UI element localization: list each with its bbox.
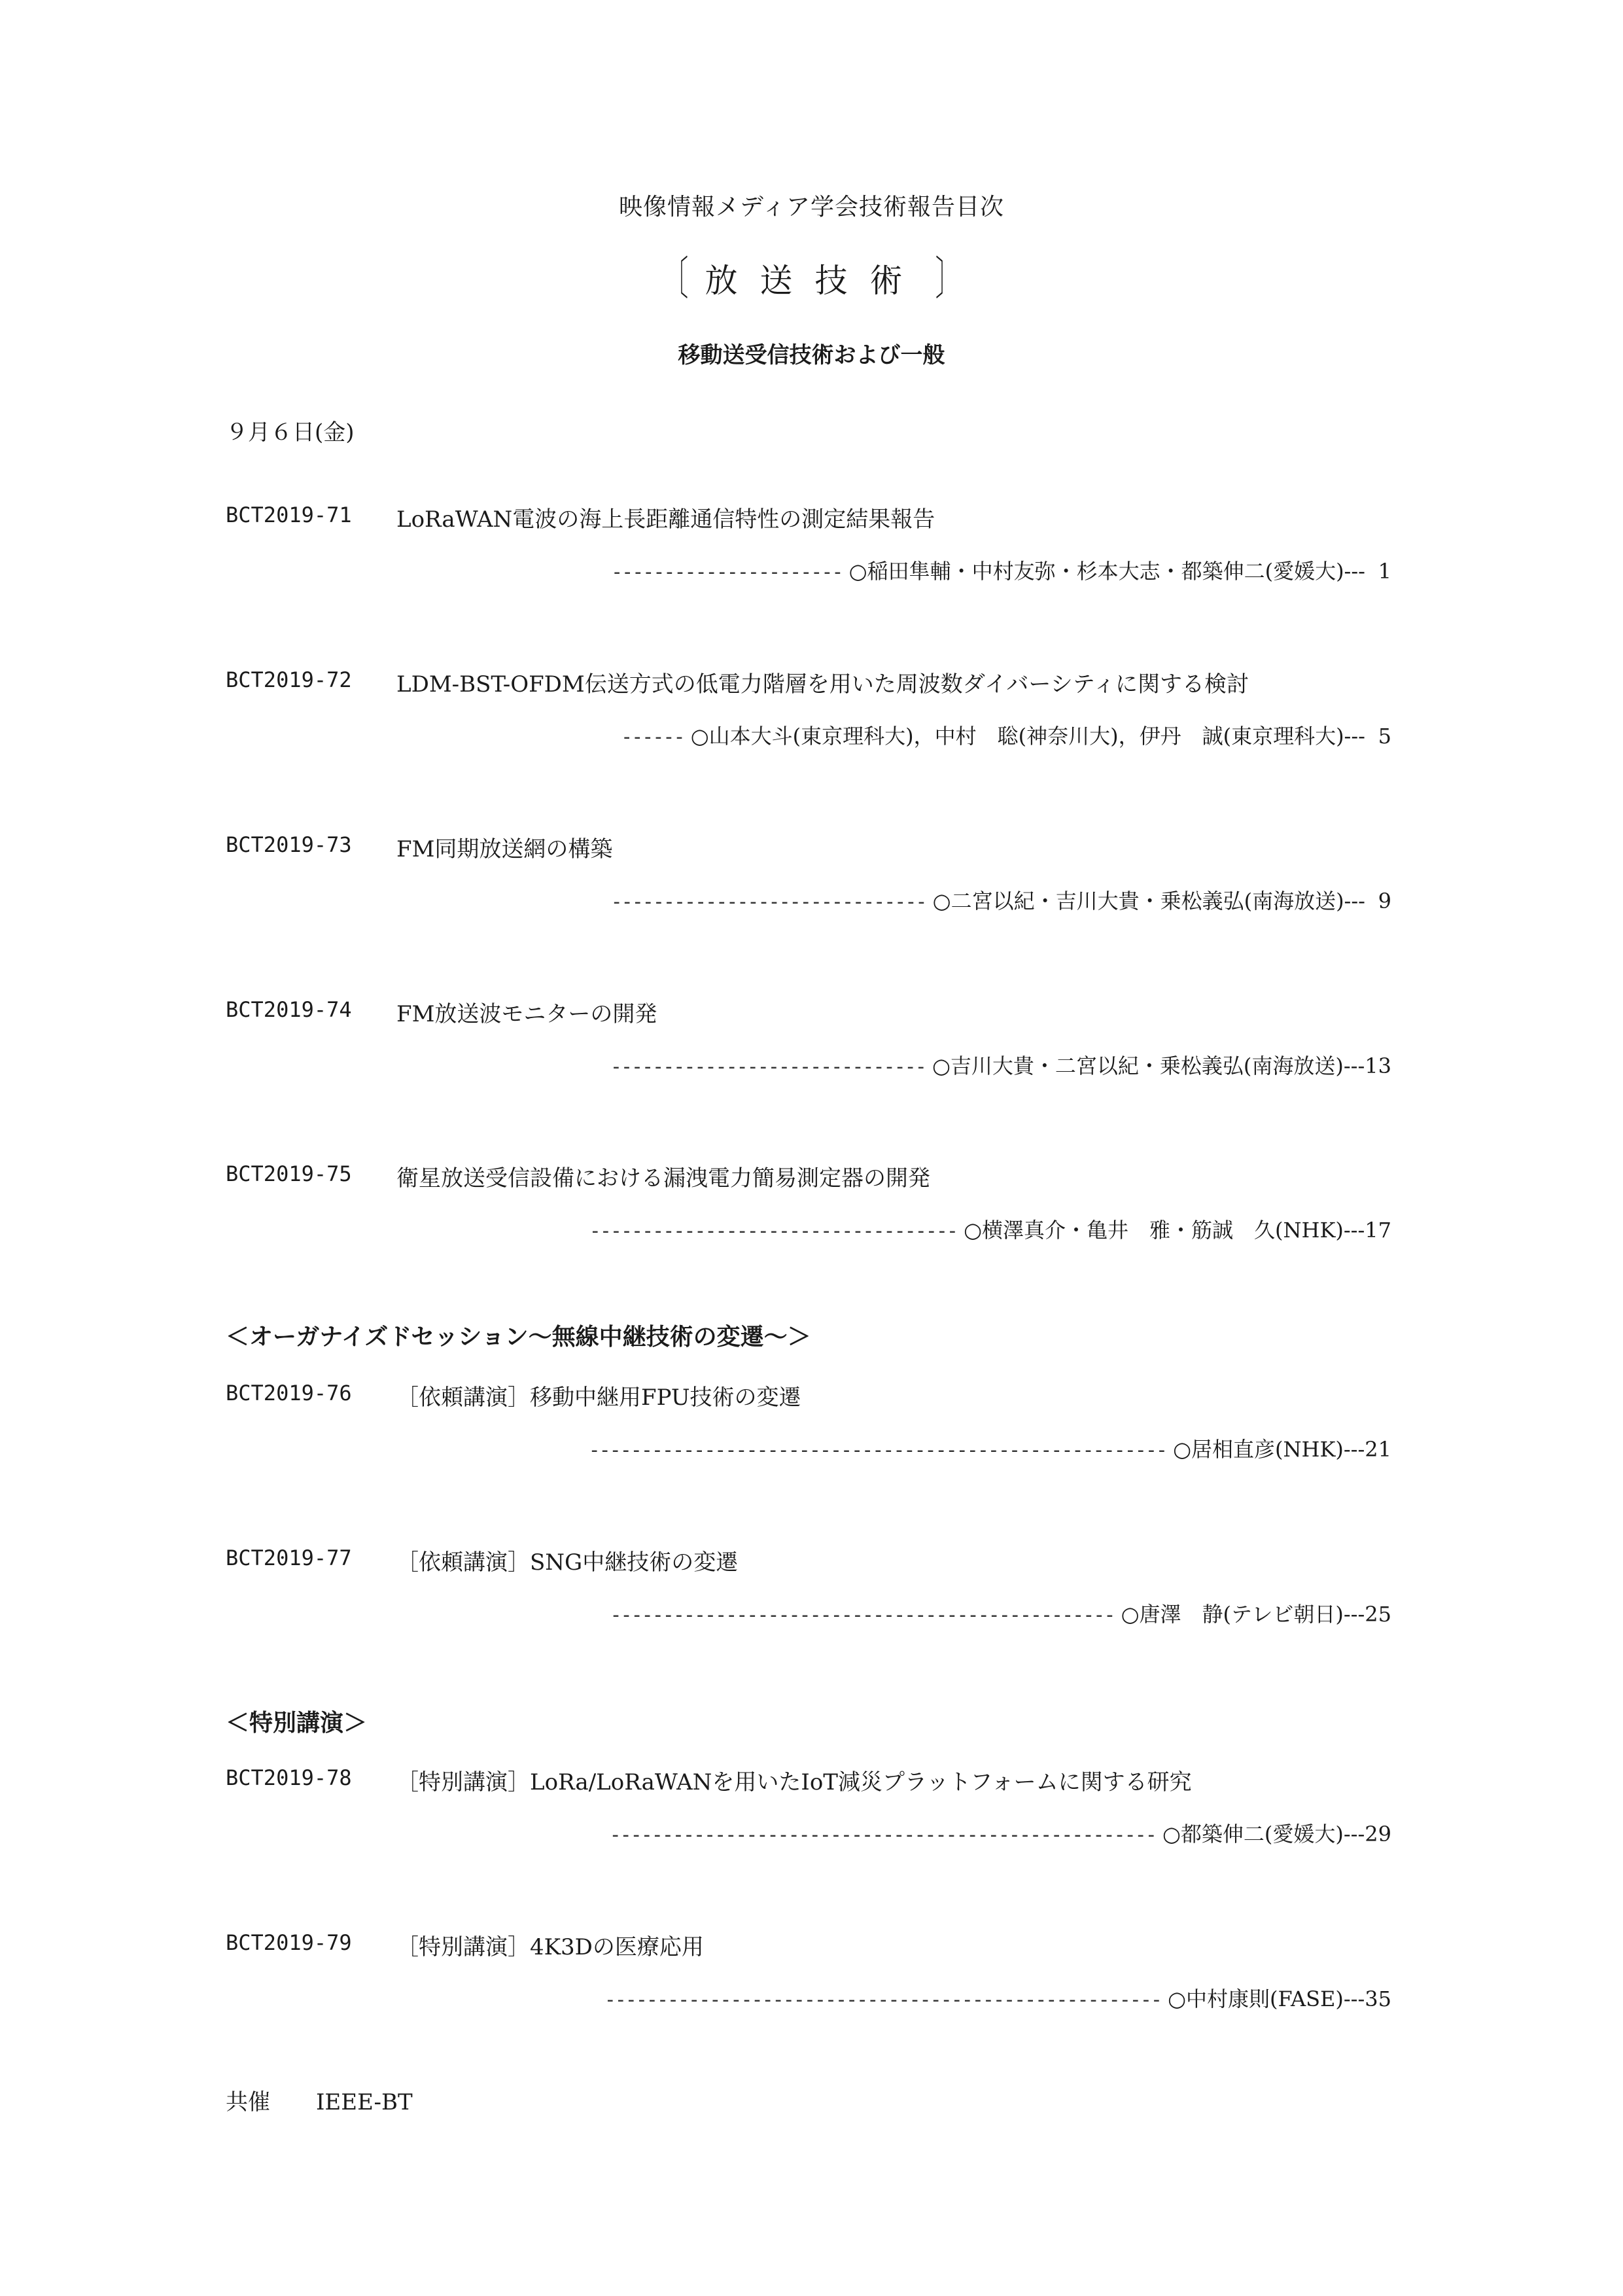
entry-authors: ○唐澤 静(テレビ朝日)--- xyxy=(1121,1602,1365,1627)
author-line xyxy=(604,1983,1391,2013)
author-line xyxy=(589,1433,1391,1463)
entry-id: BCT2019-71 xyxy=(226,503,352,527)
entry-authors: ○横澤真介・亀井 雅・筋誠 久(NHK)--- xyxy=(964,1218,1365,1243)
entry-title: ［依頼講演］移動中継用FPU技術の変遷 xyxy=(396,1385,801,1411)
page-number: 13 xyxy=(1365,1053,1391,1078)
entry-title: LoRaWAN電波の海上長距離通信特性の測定結果報告 xyxy=(396,506,935,533)
entry-authors: ○居相直彦(NHK)--- xyxy=(1173,1437,1365,1462)
page-number: 35 xyxy=(1365,1987,1391,2011)
entry-authors: ○二宮以紀・吉川大貴・乗松義弘(南海放送)--- xyxy=(932,889,1365,913)
author-line xyxy=(610,1598,1391,1628)
author-line xyxy=(589,1214,1391,1244)
cosponsor-value: IEEE-BT xyxy=(316,2089,413,2115)
entry-id: BCT2019-79 xyxy=(226,1930,352,1955)
leader-dashes: ------------------------------ xyxy=(610,1055,926,1078)
page-number: 5 xyxy=(1378,724,1391,749)
entry-title: FM放送波モニターの開発 xyxy=(396,1001,657,1027)
author-line xyxy=(610,1818,1391,1848)
entry-authors: ○中村康則(FASE)--- xyxy=(1168,1987,1365,2011)
entry-title: ［特別講演］4K3Dの医療応用 xyxy=(396,1934,704,1960)
leader-dashes: ------ xyxy=(621,726,684,749)
author-line xyxy=(611,885,1391,915)
author-line xyxy=(610,1050,1391,1080)
leader-dashes: ----------------------------------- xyxy=(589,1220,957,1243)
entry-id: BCT2019-73 xyxy=(226,832,352,857)
entry-title: LDM-BST-OFDM伝送方式の低電力階層を用いた周波数ダイバーシティに関する検討 xyxy=(396,671,1249,698)
entry-title: ［特別講演］LoRa/LoRaWANを用いたIoT減災プラットフォームに関する研究 xyxy=(396,1769,1192,1795)
page-number: 29 xyxy=(1365,1822,1391,1846)
page-number: 25 xyxy=(1365,1602,1391,1627)
right-bracket: 〕 xyxy=(935,252,960,306)
leader-dashes: ---------------------- xyxy=(611,561,843,584)
report-series-title: 映像情報メディア学会技術報告目次 xyxy=(618,194,1005,221)
entry-id: BCT2019-78 xyxy=(226,1765,352,1790)
entry-title: ［依頼講演］SNG中継技術の変遷 xyxy=(396,1549,739,1576)
leader-dashes: ------------------------------------------------ xyxy=(610,1604,1115,1627)
cosponsor-line xyxy=(226,2084,413,2116)
entry-authors: ○吉川大貴・二宮以紀・乗松義弘(南海放送)--- xyxy=(932,1053,1365,1078)
organized-session-heading: ＜オーガナイズドセッション～無線中継技術の変遷～＞ xyxy=(226,1324,811,1351)
entry-id: BCT2019-76 xyxy=(226,1381,352,1405)
field-title: 放送技術 xyxy=(705,262,925,300)
session-date: ９月６日(金) xyxy=(226,419,355,446)
entry-id: BCT2019-75 xyxy=(226,1161,352,1186)
entry-authors: ○稲田隼輔・中村友弥・杉本大志・都築伸二(愛媛大)--- xyxy=(848,559,1365,584)
leader-dashes: ------------------------------ xyxy=(610,891,926,913)
page-number: 9 xyxy=(1378,889,1391,913)
session-topic: 移動送受信技術および一般 xyxy=(678,342,945,368)
entry-authors: ○山本大斗(東京理科大)，中村 聡(神奈川大)，伊丹 誠(東京理科大)--- xyxy=(690,724,1365,749)
special-lecture-heading: ＜特別講演＞ xyxy=(226,1710,368,1737)
leader-dashes: ---------------------------------------------------- xyxy=(609,1824,1156,1846)
entry-id: BCT2019-77 xyxy=(226,1545,352,1570)
cosponsor-label: 共催 xyxy=(226,2089,270,2115)
entry-id: BCT2019-72 xyxy=(226,667,352,692)
entry-title: 衛星放送受信設備における漏洩電力簡易測定器の開発 xyxy=(396,1165,930,1192)
author-line xyxy=(611,555,1391,585)
left-bracket: 〔 xyxy=(663,252,688,306)
field-heading xyxy=(0,242,1623,308)
page-number: 17 xyxy=(1365,1218,1391,1243)
author-line xyxy=(621,720,1391,750)
entry-id: BCT2019-74 xyxy=(226,997,352,1022)
page-number: 1 xyxy=(1378,559,1391,584)
leader-dashes: ----------------------------------------------------- xyxy=(604,1988,1161,2011)
entry-title: FM同期放送網の構築 xyxy=(396,836,613,862)
entry-authors: ○都築伸二(愛媛大)--- xyxy=(1162,1822,1365,1846)
page-number: 21 xyxy=(1365,1437,1391,1462)
leader-dashes: ------------------------------------------------------- xyxy=(588,1439,1166,1462)
